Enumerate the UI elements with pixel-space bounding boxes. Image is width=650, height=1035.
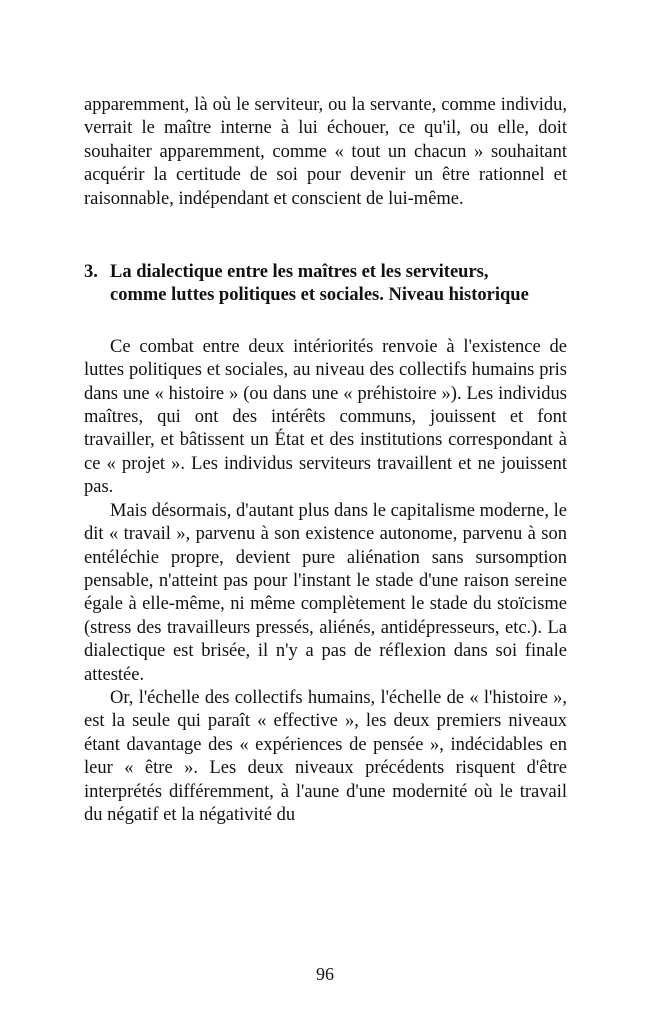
body-paragraph: Or, l'échelle des collectifs humains, l'échelle de « l'histoire », est la seule qui paraît « effective », les deux premiers niveaux étant davantage des « expériences de pensée », indécidables en leur « être ». Les deux niveaux précédents risquent d'être interprétés différemment, à l'aune d'une modernité où le travail du négatif et la négativité du (84, 687, 567, 825)
section-number: 3. (84, 262, 98, 283)
section-heading (84, 261, 567, 308)
body-paragraph: Ce combat entre deux intériorités renvoie à l'existence de luttes politiques et sociales, au niveau des collectifs humains pris dans une « histoire » (ou dans une « préhistoire »). Les individus maîtres, qui ont des intérêts communs, jouissent et font travailler, et bâtissent un État et des institutions correspondant à ce « projet ». Les individus serviteurs travaillent et ne jouissent pas. (84, 336, 567, 498)
page-body (84, 94, 567, 827)
continuation-paragraph: apparemment, là où le serviteur, ou la servante, comme individu, verrait le maître interne à lui échouer, ce qu'il, ou elle, doit souhaiter apparemment, comme « tout un chacun » souhaitant acquérir la certitude de soi pour devenir un être rationnel et raisonnable, indépendant et conscient de lui-même. (84, 95, 567, 209)
page-number: 96 (316, 964, 334, 984)
section-title: La dialectique entre les maîtres et les serviteurs, comme luttes politiques et sociales. Niveau historique (110, 262, 529, 306)
body-paragraph: Mais désormais, d'autant plus dans le capitalisme moderne, le dit « travail », parvenu à son existence autonome, parvenu à son entéléchie propre, devient pure aliénation sans sursomption pensable, n'atteint pas pour l'instant le stade d'une raison sereine égale à elle-même, ni même complètement le stade du stoïcisme (stress des travailleurs pressés, aliénés, antidépresseurs, etc.). La dialectique est brisée, il n'y a pas de réflexion dans soi finale attestée. (84, 500, 567, 685)
